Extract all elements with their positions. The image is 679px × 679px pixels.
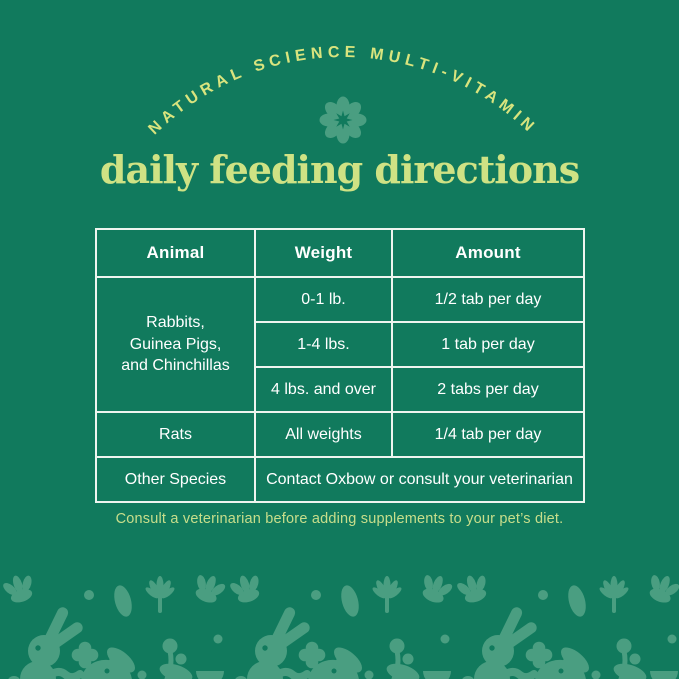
animal-line: and Chinchillas [121,357,230,375]
arc-brand-text: NATURAL SCIENCE MULTI-VITAMIN [145,43,541,139]
col-header-amount: Amount [392,229,584,277]
weight-cell: All weights [255,412,392,457]
table-row [96,457,584,502]
other-species-note-cell: Contact Oxbow or consult your veterinarian [255,457,584,502]
feeding-table [95,228,585,503]
amount-cell: 2 tabs per day [392,367,584,412]
amount-cell: 1 tab per day [392,322,584,367]
weight-cell: 1-4 lbs. [255,322,392,367]
table-row [96,412,584,457]
animal-cell-rats: Rats [96,412,255,457]
animal-line: Guinea Pigs, [129,335,222,353]
star-cutout [334,111,353,130]
animal-cell-other-species: Other Species [96,457,255,502]
weight-cell: 4 lbs. and over [255,367,392,412]
flower-mandala-icon [320,97,367,144]
animal-cell-rabbits [96,277,255,412]
footer-disclaimer: Consult a veterinarian before adding supplements to your pet’s diet. [115,511,564,527]
col-header-animal: Animal [96,229,255,277]
animal-line: Rabbits, [146,314,205,332]
table-row [96,277,584,322]
amount-cell: 1/4 tab per day [392,412,584,457]
amount-cell: 1/2 tab per day [392,277,584,322]
col-header-weight: Weight [255,229,392,277]
critter-pattern-band [0,575,679,679]
table-header-row [96,229,584,277]
weight-cell: 0-1 lb. [255,277,392,322]
page-title: daily feeding directions [99,147,580,192]
